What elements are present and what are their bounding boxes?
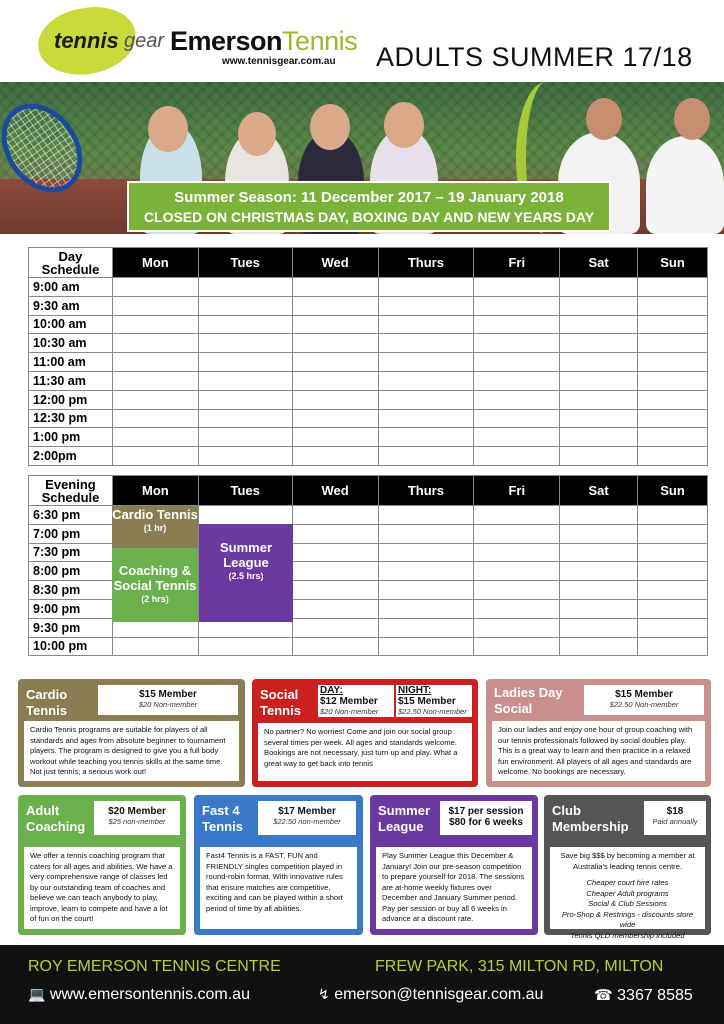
phone-icon: ☎ bbox=[594, 987, 613, 1004]
member-price: $15 Member bbox=[139, 689, 197, 700]
non-member-price: $22.50 Non-member bbox=[609, 700, 679, 709]
program-title: Club Membership bbox=[552, 803, 629, 834]
player-head bbox=[148, 106, 188, 152]
session-price: $17 per session bbox=[448, 806, 524, 817]
computer-icon: 💻 bbox=[28, 986, 46, 1002]
schedule-cell bbox=[292, 581, 378, 600]
schedule-cell bbox=[474, 447, 560, 466]
perk-item: Cheaper court hire rates bbox=[586, 878, 669, 887]
schedule-cell bbox=[112, 315, 198, 334]
player-head bbox=[674, 98, 710, 140]
schedule-cell bbox=[474, 278, 560, 297]
time-label: 6:30 pm bbox=[29, 506, 113, 525]
schedule-cell bbox=[292, 447, 378, 466]
session-duration: (1 hr) bbox=[143, 523, 167, 533]
schedule-cell bbox=[292, 278, 378, 297]
schedule-cell bbox=[292, 296, 378, 315]
schedule-cell bbox=[198, 334, 292, 353]
schedule-cell bbox=[112, 447, 198, 466]
schedule-cell bbox=[638, 543, 708, 562]
program-title: Ladies Day Social bbox=[494, 685, 563, 716]
time-label: 10:00 pm bbox=[29, 637, 113, 656]
day-non-member-price: $20 Non-member bbox=[320, 707, 379, 716]
schedule-cell bbox=[378, 334, 474, 353]
schedule-cell bbox=[292, 618, 378, 637]
centre-name: ROY EMERSON TENNIS CENTRE bbox=[28, 958, 281, 975]
season-dates: Summer Season: 11 December 2017 – 19 January 2018 bbox=[174, 189, 564, 206]
session-summer-league bbox=[199, 524, 293, 622]
schedule-cell bbox=[112, 428, 198, 447]
member-price: $17 Member bbox=[278, 806, 336, 817]
schedule-cell bbox=[638, 524, 708, 543]
schedule-cell bbox=[378, 371, 474, 390]
time-label: 12:00 pm bbox=[29, 390, 113, 409]
perk-item: Cheaper Adult programs bbox=[586, 888, 669, 898]
schedule-cell bbox=[378, 296, 474, 315]
membership-summary: Save big $$$ by becoming a member at Australia's leading tennis centre. bbox=[560, 851, 695, 871]
season-notice bbox=[127, 181, 611, 232]
time-row bbox=[29, 278, 708, 297]
schedule-cell bbox=[378, 278, 474, 297]
email-text: emerson@tennisgear.com.au bbox=[334, 986, 544, 1003]
schedule-cell bbox=[560, 353, 638, 372]
schedule-cell bbox=[638, 506, 708, 525]
time-row bbox=[29, 371, 708, 390]
membership-price: $18 bbox=[666, 806, 684, 817]
program-cardio-tennis bbox=[18, 679, 245, 787]
schedule-cell bbox=[378, 562, 474, 581]
day-label: DAY: bbox=[320, 685, 343, 696]
night-member-price: $15 Member bbox=[398, 696, 456, 707]
perk-item: Pro-Shop & Restrings - discounts store wide bbox=[561, 909, 694, 929]
schedule-cell bbox=[560, 278, 638, 297]
col-wed: Wed bbox=[292, 248, 378, 278]
schedule-cell bbox=[112, 334, 198, 353]
schedule-cell bbox=[474, 581, 560, 600]
schedule-cell bbox=[292, 637, 378, 656]
schedule-cell bbox=[292, 599, 378, 618]
session-duration: (2.5 hrs) bbox=[228, 571, 264, 581]
schedule-cell bbox=[474, 543, 560, 562]
schedule-cell bbox=[560, 371, 638, 390]
schedule-cell bbox=[638, 296, 708, 315]
program-description: Join our ladies and enjoy one hour of group coaching with our tennis professionals followed by social doubles play. This is a great way to learn and then practice in a relaxed fun environment. All players of all ages and standards are welcome. No bookings are necessary. bbox=[492, 721, 705, 781]
time-label: 9:30 pm bbox=[29, 618, 113, 637]
session-name: Cardio Tennis bbox=[112, 507, 198, 522]
schedule-cell bbox=[560, 599, 638, 618]
time-label: 8:30 pm bbox=[29, 581, 113, 600]
program-title: Summer League bbox=[378, 803, 431, 834]
schedule-cell bbox=[474, 371, 560, 390]
schedule-cell bbox=[292, 506, 378, 525]
col-tues: Tues bbox=[198, 476, 292, 506]
schedule-cell bbox=[292, 524, 378, 543]
logo-gear-text: gear bbox=[124, 30, 165, 52]
schedule-cell bbox=[378, 506, 474, 525]
schedule-cell bbox=[474, 506, 560, 525]
program-ladies-day bbox=[486, 679, 711, 787]
time-label: 7:30 pm bbox=[29, 543, 113, 562]
block-price: $80 for 6 weeks bbox=[449, 817, 523, 828]
col-wed: Wed bbox=[292, 476, 378, 506]
schedule-cell bbox=[560, 581, 638, 600]
col-tues: Tues bbox=[198, 248, 292, 278]
schedule-cell bbox=[474, 562, 560, 581]
col-sun: Sun bbox=[638, 248, 708, 278]
schedule-cell bbox=[638, 428, 708, 447]
schedule-cell bbox=[112, 637, 198, 656]
schedule-cell bbox=[198, 428, 292, 447]
schedule-cell bbox=[198, 353, 292, 372]
program-club-membership bbox=[544, 795, 711, 940]
program-price bbox=[644, 801, 706, 835]
logo-url: www.tennisgear.com.au bbox=[222, 56, 336, 67]
program-price bbox=[98, 685, 238, 715]
col-mon: Mon bbox=[112, 248, 198, 278]
schedule-cell bbox=[560, 334, 638, 353]
schedule-cell bbox=[198, 315, 292, 334]
schedule-cell bbox=[638, 353, 708, 372]
logo-emerson-text: EmersonTennis bbox=[170, 26, 358, 56]
member-price: $15 Member bbox=[615, 689, 673, 700]
time-row bbox=[29, 447, 708, 466]
col-fri: Fri bbox=[474, 476, 560, 506]
schedule-cell bbox=[198, 637, 292, 656]
session-name: Summer League bbox=[219, 540, 273, 570]
program-description: We offer a tennis coaching program that caters for all ages and abilities. We have a very comprehensive range of classes led by our outstanding team of coaches and believe we can teach anybody to play, improve, learn to compete and have a lot of fun on the court! bbox=[24, 847, 180, 929]
schedule-cell bbox=[292, 543, 378, 562]
schedule-cell bbox=[638, 637, 708, 656]
schedule-cell bbox=[292, 390, 378, 409]
non-member-price: $20 Non-member bbox=[138, 700, 198, 709]
time-label: 7:00 pm bbox=[29, 524, 113, 543]
perk-item: Social & Club Sessions bbox=[588, 899, 667, 908]
schedule-cell bbox=[638, 447, 708, 466]
program-description: Cardio Tennis programs are suitable for players of all standards and ages from absolute beginner to tournament players. The program is designed to give you a full body workout while teaching you tennis skills at the same time. Not just tennis; a serious work out! bbox=[24, 721, 239, 781]
evening-header-row bbox=[29, 476, 708, 506]
day-schedule-label: Day Schedule bbox=[29, 248, 113, 278]
schedule-cell bbox=[638, 599, 708, 618]
time-row bbox=[29, 409, 708, 428]
schedule-cell bbox=[378, 447, 474, 466]
schedule-cell bbox=[198, 506, 292, 525]
player-head bbox=[384, 102, 424, 148]
schedule-cell bbox=[198, 371, 292, 390]
program-description bbox=[550, 847, 705, 940]
program-price bbox=[258, 801, 356, 835]
schedule-cell bbox=[474, 315, 560, 334]
program-social-tennis bbox=[252, 679, 478, 787]
schedule-cell bbox=[560, 296, 638, 315]
schedule-cell bbox=[638, 618, 708, 637]
player-figure bbox=[646, 136, 724, 234]
schedule-cell bbox=[378, 428, 474, 447]
program-title: Adult Coaching bbox=[26, 803, 86, 834]
schedule-cell bbox=[292, 334, 378, 353]
night-non-member-price: $22.50 Non-member bbox=[398, 707, 467, 716]
program-price bbox=[440, 801, 532, 835]
schedule-cell bbox=[474, 599, 560, 618]
footer bbox=[0, 945, 724, 1024]
schedule-cell bbox=[474, 409, 560, 428]
page-title: ADULTS SUMMER 17/18 bbox=[376, 42, 693, 72]
schedule-cell bbox=[378, 409, 474, 428]
night-label: NIGHT: bbox=[398, 685, 432, 696]
col-sat: Sat bbox=[560, 248, 638, 278]
membership-perks bbox=[556, 878, 699, 941]
time-label: 2:00pm bbox=[29, 447, 113, 466]
non-member-price: $22.50 non-member bbox=[273, 817, 341, 826]
schedule-cell bbox=[292, 371, 378, 390]
col-thurs: Thurs bbox=[378, 248, 474, 278]
program-price bbox=[584, 685, 704, 715]
col-thurs: Thurs bbox=[378, 476, 474, 506]
time-label: 10:30 am bbox=[29, 334, 113, 353]
schedule-cell bbox=[474, 334, 560, 353]
schedule-cell bbox=[378, 524, 474, 543]
schedule-cell bbox=[474, 637, 560, 656]
time-label: 12:30 pm bbox=[29, 409, 113, 428]
schedule-cell bbox=[560, 618, 638, 637]
schedule-cell bbox=[112, 296, 198, 315]
schedule-cell bbox=[112, 278, 198, 297]
schedule-cell bbox=[292, 428, 378, 447]
schedule-cell bbox=[378, 390, 474, 409]
website-link[interactable] bbox=[28, 986, 250, 1004]
schedule-cell bbox=[638, 278, 708, 297]
program-price-day bbox=[318, 685, 394, 717]
schedule-cell bbox=[198, 278, 292, 297]
schedule-cell bbox=[560, 447, 638, 466]
schedule-cell bbox=[474, 296, 560, 315]
time-label: 11:00 am bbox=[29, 353, 113, 372]
phone-text: 3367 8585 bbox=[617, 987, 693, 1004]
player-head bbox=[238, 112, 276, 156]
program-price bbox=[94, 801, 180, 835]
player-head bbox=[586, 98, 622, 140]
schedule-cell bbox=[638, 390, 708, 409]
schedule-cell bbox=[474, 428, 560, 447]
schedule-cell bbox=[638, 371, 708, 390]
day-member-price: $12 Member bbox=[320, 696, 378, 707]
centre-address: FREW PARK, 315 MILTON RD, MILTON bbox=[375, 958, 664, 975]
player-head bbox=[310, 104, 350, 150]
schedule-cell bbox=[378, 353, 474, 372]
schedule-cell bbox=[378, 599, 474, 618]
time-row bbox=[29, 428, 708, 447]
schedule-cell bbox=[112, 371, 198, 390]
time-label: 1:00 pm bbox=[29, 428, 113, 447]
schedule-cell bbox=[474, 618, 560, 637]
program-description: Fast4 Tennis is a FAST, FUN and FRIENDLY singles competition played in round-robin format. With innovative rules that ensure matches are competitive, exciting and can be played within a short period of time by all abilities. bbox=[200, 847, 357, 929]
schedule-cell bbox=[198, 390, 292, 409]
schedule-cell bbox=[292, 562, 378, 581]
member-price: $20 Member bbox=[108, 806, 166, 817]
time-row bbox=[29, 637, 708, 656]
time-label: 11:30 am bbox=[29, 371, 113, 390]
schedule-cell bbox=[112, 390, 198, 409]
schedule-cell bbox=[292, 409, 378, 428]
time-label: 9:00 pm bbox=[29, 599, 113, 618]
header bbox=[0, 0, 724, 82]
program-title: Cardio Tennis bbox=[26, 687, 68, 718]
schedule-cell bbox=[198, 409, 292, 428]
phone-number[interactable] bbox=[594, 986, 693, 1005]
schedule-cell bbox=[474, 524, 560, 543]
time-label: 9:00 am bbox=[29, 278, 113, 297]
program-fast4-tennis bbox=[194, 795, 363, 935]
session-duration: (2 hrs) bbox=[141, 594, 169, 604]
schedule-cell bbox=[292, 315, 378, 334]
schedule-cell bbox=[378, 315, 474, 334]
evening-schedule-label: Evening Schedule bbox=[29, 476, 113, 506]
schedule-cell bbox=[198, 296, 292, 315]
day-schedule-table bbox=[28, 247, 708, 466]
perk-item: Tennis QLD membership included bbox=[570, 930, 685, 940]
time-label: 8:00 pm bbox=[29, 562, 113, 581]
schedule-cell bbox=[560, 524, 638, 543]
time-row bbox=[29, 296, 708, 315]
schedule-cell bbox=[378, 543, 474, 562]
non-member-price: $25 non-member bbox=[108, 817, 166, 826]
schedule-cell bbox=[198, 447, 292, 466]
schedule-cell bbox=[560, 506, 638, 525]
schedule-cell bbox=[474, 353, 560, 372]
schedule-cell bbox=[560, 543, 638, 562]
day-header-row bbox=[29, 248, 708, 278]
col-sat: Sat bbox=[560, 476, 638, 506]
time-label: 9:30 am bbox=[29, 296, 113, 315]
program-description: Play Summer League this December & January! Join our pre-season competition to prepare yourself for 2018. The sessions are at-home weekly fixtures over December and January Summer period. Pay per session or buy all 6 weeks in advance at a discount rate. bbox=[376, 847, 532, 929]
program-title: Social Tennis bbox=[260, 687, 301, 718]
schedule-cell bbox=[378, 637, 474, 656]
schedule-cell bbox=[638, 315, 708, 334]
session-cardio-tennis bbox=[112, 506, 198, 548]
schedule-cell bbox=[638, 334, 708, 353]
time-row bbox=[29, 390, 708, 409]
time-row bbox=[29, 334, 708, 353]
schedule-cell bbox=[638, 562, 708, 581]
session-name: Coaching & Social Tennis bbox=[113, 563, 197, 593]
col-sun: Sun bbox=[638, 476, 708, 506]
program-title: Fast 4 Tennis bbox=[202, 803, 243, 834]
schedule-cell bbox=[474, 390, 560, 409]
email-link[interactable] bbox=[318, 986, 543, 1004]
schedule-cell bbox=[112, 353, 198, 372]
schedule-cell bbox=[638, 409, 708, 428]
logo-tennis-text: tennis bbox=[54, 28, 119, 53]
closure-notice: CLOSED ON CHRISTMAS DAY, BOXING DAY AND NEW YEARS DAY bbox=[143, 209, 595, 225]
schedule-cell bbox=[638, 581, 708, 600]
time-row bbox=[29, 315, 708, 334]
schedule-cell bbox=[292, 353, 378, 372]
program-description: No partner? No worries! Come and join our social group several times per week. All ages and standards welcome. Bookings are not necessary, just turn up and play. What a great way to get back into tennis bbox=[258, 723, 472, 781]
schedule-cell bbox=[560, 409, 638, 428]
mouse-icon: ↯ bbox=[318, 986, 330, 1002]
time-row bbox=[29, 353, 708, 372]
program-adult-coaching bbox=[18, 795, 186, 935]
time-label: 10:00 am bbox=[29, 315, 113, 334]
schedule-cell bbox=[378, 618, 474, 637]
program-summer-league bbox=[370, 795, 538, 935]
schedule-cell bbox=[560, 637, 638, 656]
schedule-cell bbox=[112, 409, 198, 428]
website-text: www.emersontennis.com.au bbox=[49, 986, 250, 1003]
schedule-cell bbox=[378, 581, 474, 600]
schedule-cell bbox=[560, 315, 638, 334]
program-price-night bbox=[396, 685, 472, 717]
schedule-cell bbox=[560, 390, 638, 409]
col-fri: Fri bbox=[474, 248, 560, 278]
col-mon: Mon bbox=[112, 476, 198, 506]
session-coaching-social bbox=[112, 548, 198, 622]
schedule-cell bbox=[560, 562, 638, 581]
schedule-cell bbox=[560, 428, 638, 447]
payment-period: Paid annually bbox=[652, 817, 698, 826]
